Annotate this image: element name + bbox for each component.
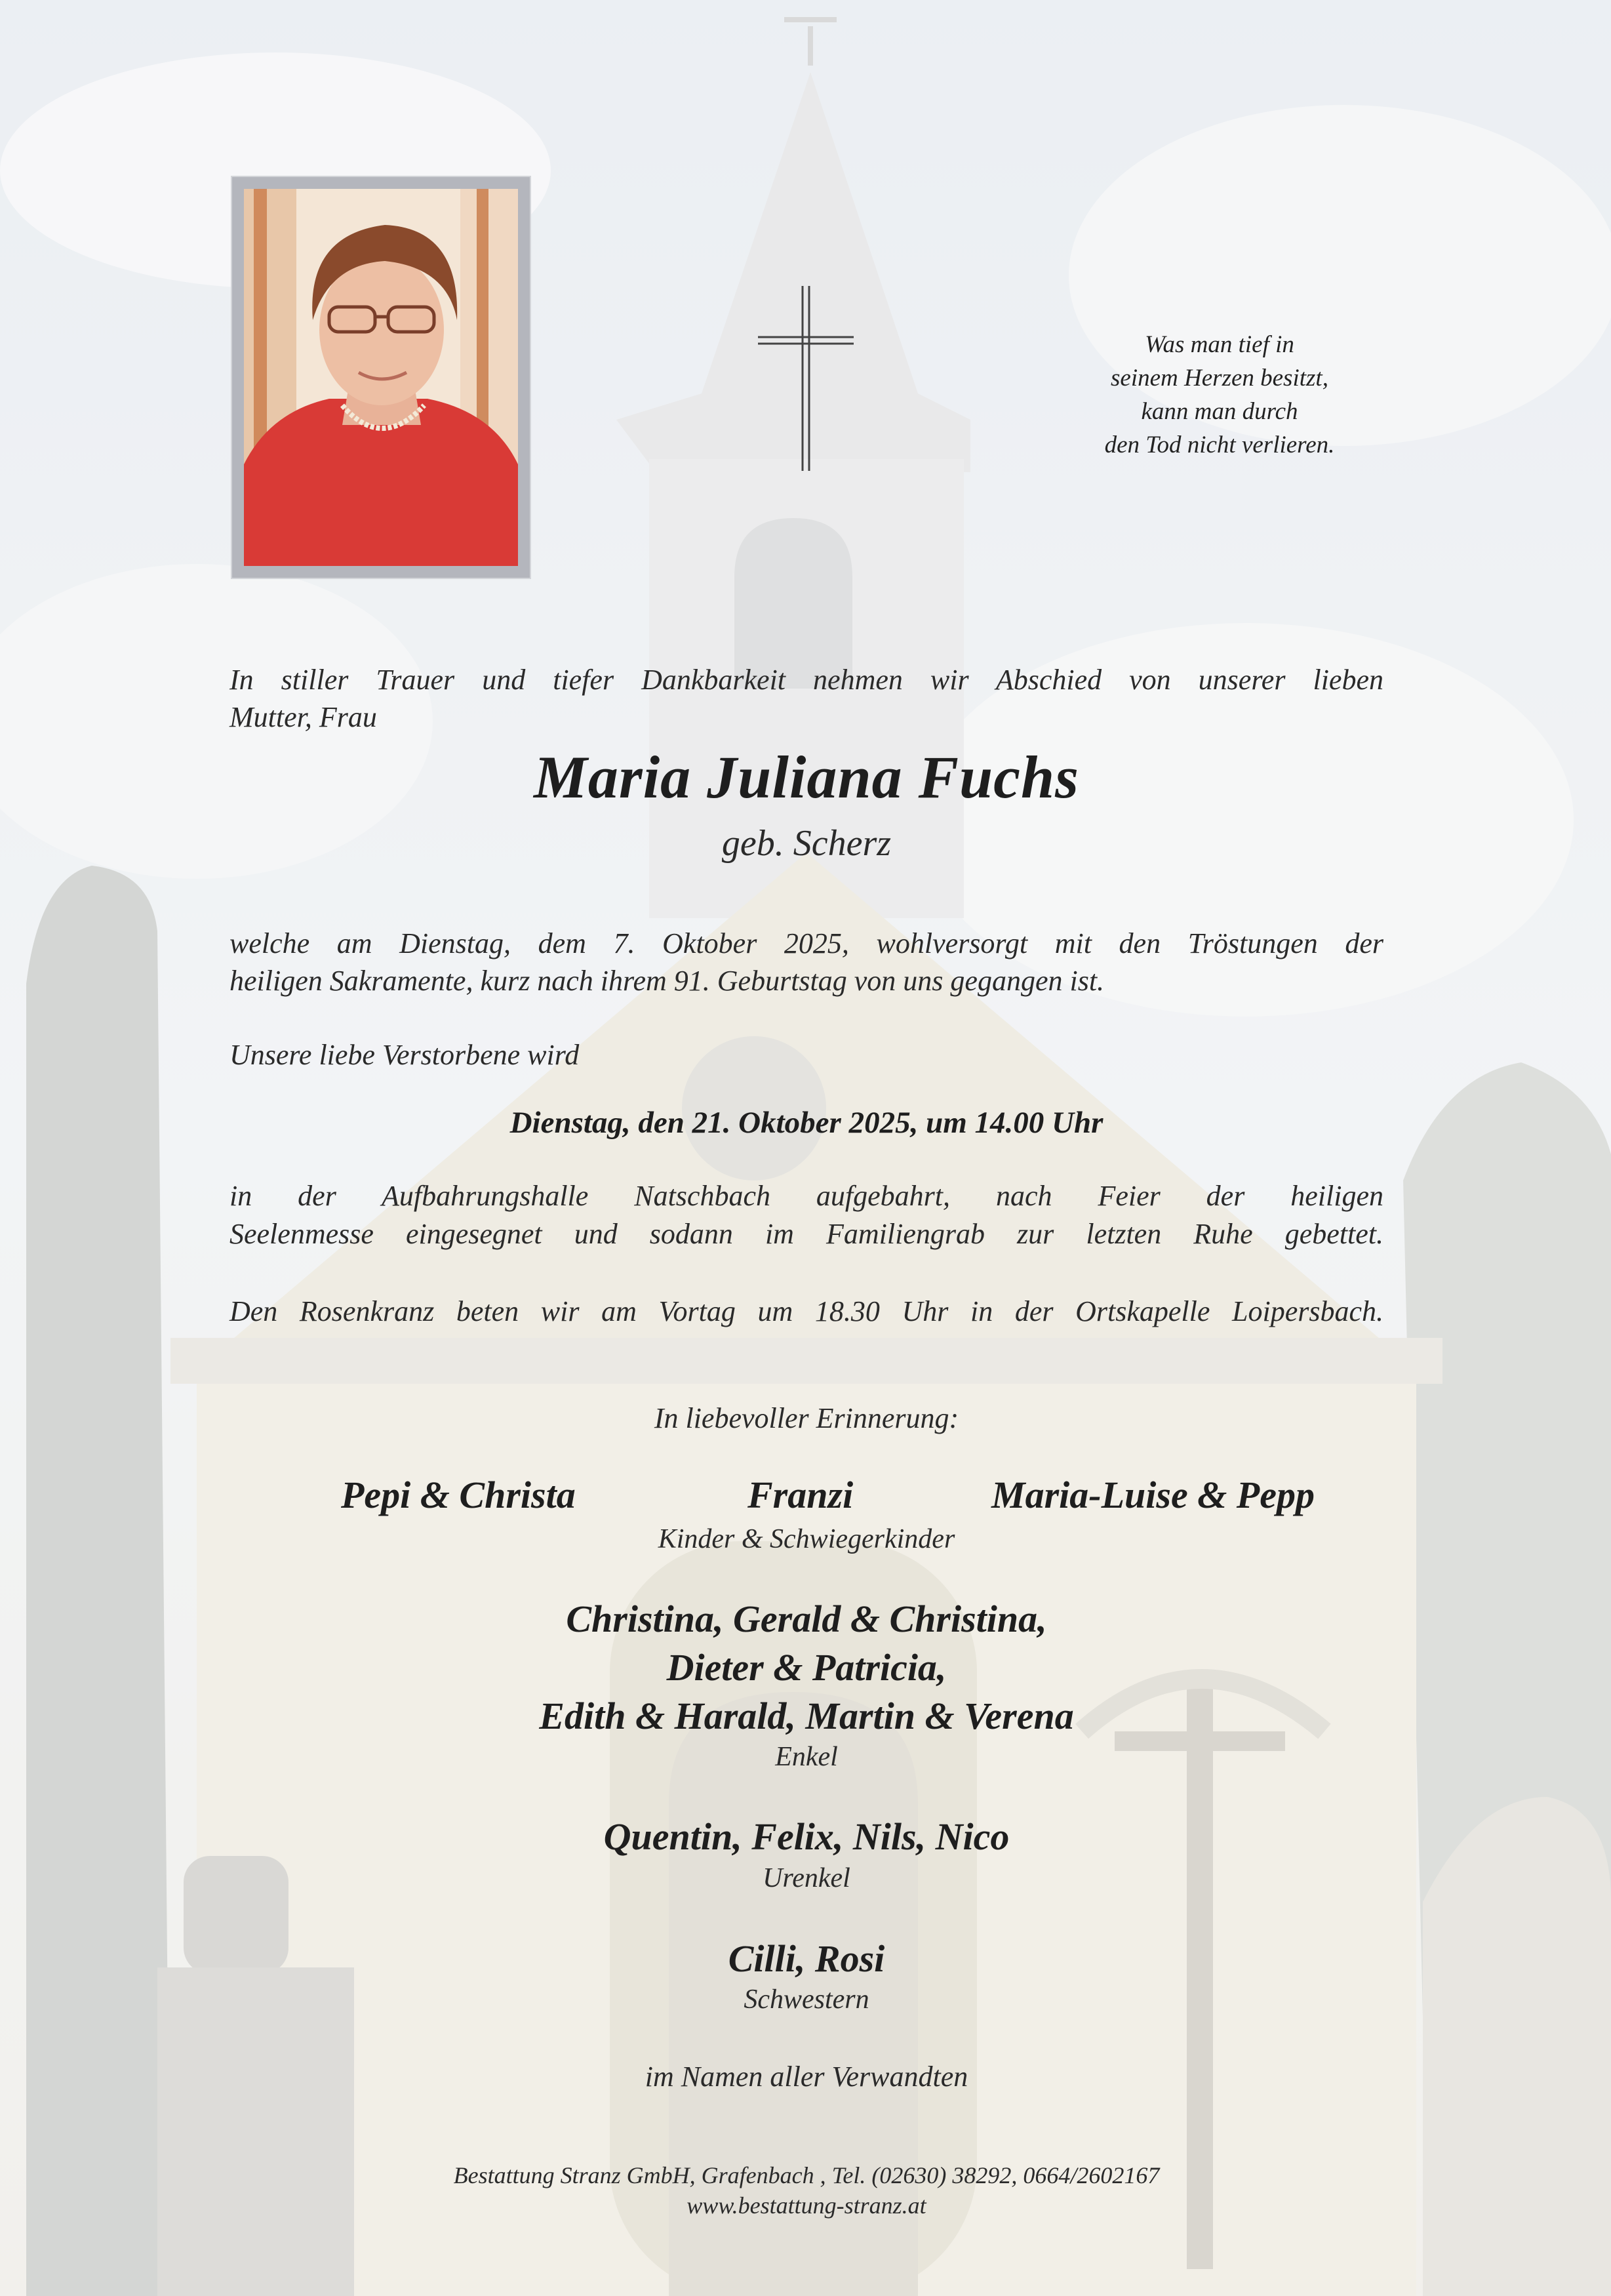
quote-line: seinem Herzen besitzt, [1111, 365, 1328, 392]
death-line-1: welche am Dienstag, dem 7. Oktober 2025, wohlversorgt mit den Tröstungen der [229, 927, 1383, 959]
birth-name: geb. Scherz [721, 823, 892, 864]
ceremony-line-1: in der Aufbahrungshalle Natschbach aufgebahrt, nach Feier der heiligen [229, 1180, 1383, 1212]
child-name: Franzi [747, 1474, 854, 1516]
sisters-label: Schwestern [744, 1984, 869, 2015]
quote-line: Was man tief in [1145, 331, 1294, 358]
death-line-2: heiligen Sakramente, kurz nach ihrem 91. Geburtstag von uns gegangen ist. [229, 965, 1105, 997]
quote-line: kann man durch [1141, 398, 1298, 425]
sisters-names: Cilli, Rosi [728, 1937, 885, 1980]
ceremony-date: Dienstag, den 21. Oktober 2025, um 14.00 Uhr [509, 1106, 1104, 1140]
great-grandchildren-names: Quentin, Felix, Nils, Nico [603, 1815, 1010, 1858]
deceased-name: Maria Juliana Fuchs [534, 744, 1079, 811]
intro-line-2: Mutter, Frau [229, 701, 377, 733]
grandchildren-label: Enkel [775, 1742, 838, 1772]
grandchildren-line: Christina, Gerald & Christina, [566, 1598, 1047, 1640]
funeral-home-website: www.bestattung-stranz.at [686, 2192, 926, 2219]
child-name: Maria-Luise & Pepp [991, 1474, 1315, 1516]
memorial-quote [1062, 328, 1377, 462]
children-label: Kinder & Schwiegerkinder [658, 1524, 955, 1554]
ceremony-line-2: Seelenmesse eingesegnet und sodann im Familiengrab zur letzten Ruhe gebettet. [229, 1218, 1383, 1250]
closing-line: im Namen aller Verwandten [645, 2061, 968, 2093]
portrait-photo-frame [231, 176, 531, 579]
grandchildren-line: Dieter & Patricia, [666, 1646, 947, 1689]
quote-line: den Tod nicht verlieren. [1104, 432, 1335, 458]
funeral-home-info: Bestattung Stranz GmbH, Grafenbach , Tel. (02630) 38292, 0664/2602167 [453, 2162, 1160, 2188]
grandchildren-line: Edith & Harald, Martin & Verena [539, 1695, 1074, 1737]
rosary-line: Den Rosenkranz beten wir am Vortag um 18.30 Uhr in der Ortskapelle Loipersbach. [229, 1295, 1383, 1327]
great-grandchildren-label: Urenkel [763, 1863, 850, 1893]
child-name: Pepi & Christa [341, 1474, 576, 1516]
intro-line-1: In stiller Trauer und tiefer Dankbarkeit nehmen wir Abschied von unserer lieben [229, 664, 1383, 696]
ceremony-lead: Unsere liebe Verstorbene wird [229, 1039, 580, 1071]
cross-icon [758, 286, 854, 471]
portrait-photo [244, 189, 518, 566]
portrait-image [244, 189, 518, 566]
mourners-heading: In liebevoller Erinnerung: [654, 1402, 959, 1434]
grandchildren-names [229, 1595, 1383, 1741]
